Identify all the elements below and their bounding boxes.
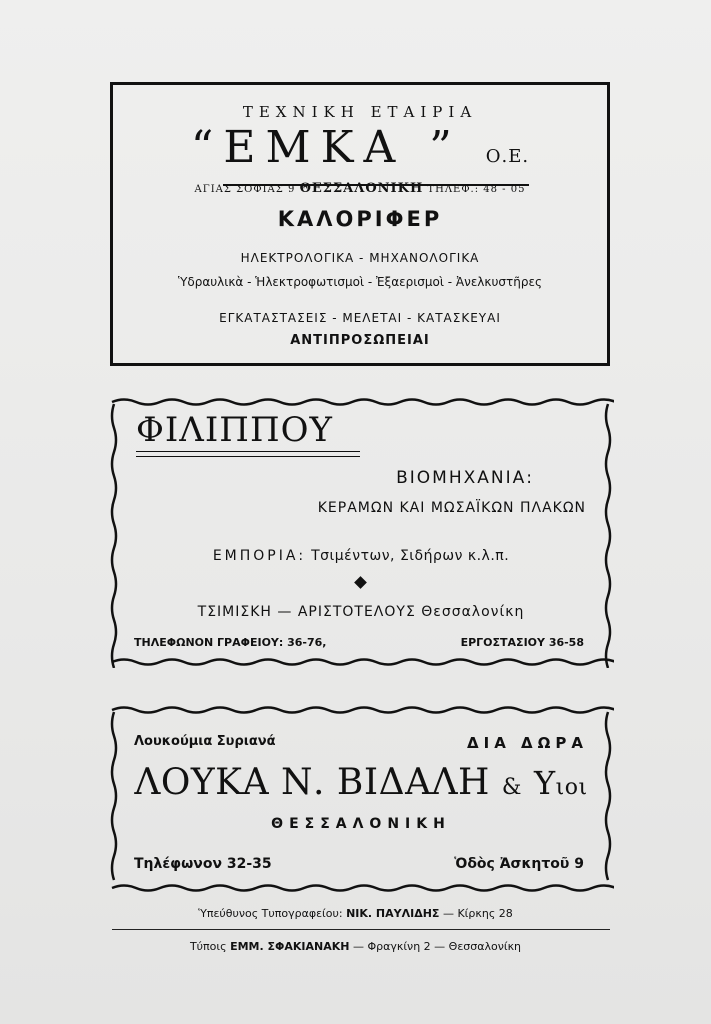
vidali-for-gifts: ΔΙΑ ΔΩΡΑ	[467, 734, 588, 752]
vidali-sons-y: Υ	[533, 764, 556, 802]
ad-vidali	[108, 704, 614, 894]
emka-services: Ὑδραυλικὰ - Ἡλεκτροφωτισμοὶ - Ἐξαερισμοὶ - Ἀνελκυστῆρες	[177, 275, 543, 289]
vidali-name-line	[108, 762, 614, 803]
printer-name: ΕΜΜ. ΣΦΑΚΙΑΝΑΚΗ	[230, 940, 350, 953]
ad-filippou	[108, 396, 614, 668]
printer-address: — Φραγκίνη 2 — Θεσσαλονίκη	[352, 940, 522, 953]
emka-name-line	[113, 123, 607, 186]
vidali-city: ΘΕΣΣΑΛΟΝΙΚΗ	[271, 816, 451, 832]
emka-contact	[113, 181, 607, 196]
vidali-address: Ὁδὸς Ἀσκητοῦ 9	[454, 856, 584, 872]
vidali-amp: &	[501, 775, 523, 800]
vidali-name: ΛΟΥΚΑ Ν. ΒΙΔΑΛΗ	[134, 762, 490, 803]
emka-agencies: ΑΝΤΙΠΡΟΣΩΠΕΙΑΙ	[290, 333, 430, 348]
emka-suffix: Ο.Ε.	[485, 146, 530, 167]
divider	[112, 929, 610, 930]
emka-product: ΚΑΛΟΡΙΦΕΡ	[277, 207, 443, 231]
filippou-industry-label: ΒΙΟΜΗΧΑΝΙΑ:	[396, 468, 534, 488]
responsible-address: — Κίρκης 28	[442, 907, 513, 920]
emka-name: ΕΜΚΑ	[223, 122, 406, 173]
filippou-phone-office: ΤΗΛΕΦΩΝΟΝ ΓΡΑΦΕΙΟΥ: 36-76,	[134, 636, 327, 649]
vidali-phone: Τηλέφωνον 32-35	[134, 856, 272, 872]
emka-quote-open: “	[190, 122, 224, 173]
emka-phone: ΤΗΛΕΦ.: 48 - 05	[427, 184, 526, 195]
emka-quote-close: ”	[429, 122, 462, 173]
filippou-trade	[108, 548, 614, 564]
filippou-trade-products: Τσιμέντων, Σιδήρων κ.λ.π.	[311, 548, 510, 564]
emka-works: ΕΓΚΑΤΑΣΤΑΣΕΙΣ - ΜΕΛΕΤΑΙ - ΚΑΤΑΣΚΕΥΑΙ	[219, 311, 501, 325]
ad-emka	[110, 82, 610, 366]
printer-label: Τύποις	[189, 940, 227, 953]
responsible-name: ΝΙΚ. ΠΑΥΛΙΔΗΣ	[346, 907, 440, 920]
printing-responsible	[0, 907, 711, 920]
filippou-rule-2	[136, 456, 360, 457]
emka-city: ΘΕΣΣΑΛΟΝΙΚΗ	[299, 181, 424, 196]
vidali-product: Λουκούμια Συριανά	[134, 734, 276, 749]
filippou-phone-factory: ΕΡΓΟΣΤΑΣΙΟΥ 36-58	[460, 636, 584, 649]
emka-name-underlined	[223, 123, 529, 186]
vidali-sons-rest: ιοι	[555, 775, 588, 800]
filippou-rule-1	[136, 451, 360, 452]
emka-subtitle: ΤΕΧΝΙΚΗ ΕΤΑΙΡΙΑ	[242, 103, 478, 121]
filippou-name: ΦΙΛΙΠΠΟΥ	[136, 410, 333, 450]
responsible-label: Ὑπεύθυνος Τυπογραφείου:	[198, 907, 343, 920]
filippou-address: ΤΣΙΜΙΣΚΗ — ΑΡΙΣΤΟΤΕΛΟΥΣ Θεσσαλονίκη	[197, 604, 525, 620]
filippou-trade-label: ΕΜΠΟΡΙΑ:	[212, 548, 307, 564]
emka-address: ΑΓΙΑΣ ΣΟΦΙΑΣ 9	[194, 184, 296, 195]
printer-credit	[0, 940, 711, 953]
emka-electrical: ΗΛΕΚΤΡΟΛΟΓΙΚΑ - ΜΗΧΑΝΟΛΟΓΙΚΑ	[240, 251, 480, 265]
filippou-industry-products: ΚΕΡΑΜΩΝ ΚΑΙ ΜΩΣΑΪΚΩΝ ΠΛΑΚΩΝ	[317, 500, 586, 516]
